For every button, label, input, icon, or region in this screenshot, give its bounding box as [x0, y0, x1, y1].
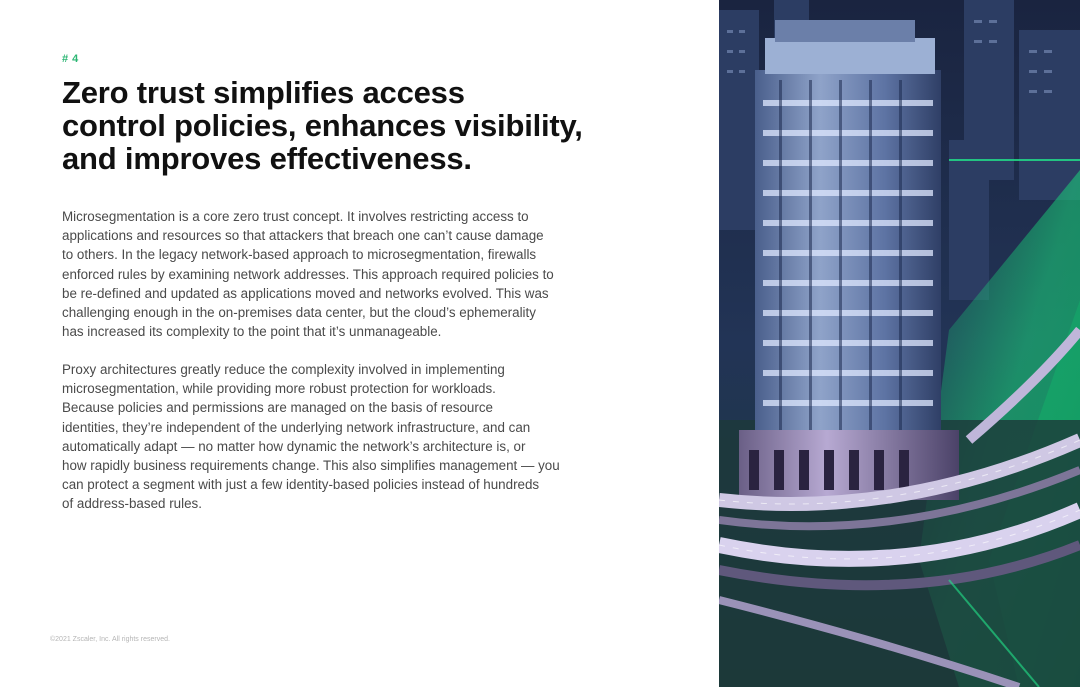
paragraph-line: applications and resources so that attackers that breach one can’t cause damage — [62, 228, 544, 244]
paragraph-microsegmentation — [62, 207, 622, 341]
paragraph-line: how rapidly business requirements change. This also simplifies management — you — [62, 458, 560, 474]
paragraph-line: automatically adapt — no matter how dynamic the network’s architecture is, or — [62, 438, 526, 454]
paragraph-line: to others. In the legacy network-based approach to microsegmentation, firewalls — [62, 247, 537, 263]
paragraph-line: Microsegmentation is a core zero trust concept. It involves restricting access to — [62, 209, 529, 224]
paragraph-line: enforced rules by examining network addresses. This approach required policies to — [62, 266, 554, 282]
paragraph-proxy-architectures — [62, 360, 622, 514]
headline-line: Zero trust simplifies access — [62, 75, 465, 110]
paragraph-line: Proxy architectures greatly reduce the complexity involved in implementing — [62, 362, 505, 377]
section-number: # 4 — [62, 53, 79, 65]
paragraph-line: identities, they’re independent of the underlying network infrastructure, and can — [62, 419, 531, 435]
paragraph-line: of address-based rules. — [62, 496, 202, 512]
paragraph-line: microsegmentation, while providing more robust protection for workloads. — [62, 381, 496, 397]
paragraph-line: be re-defined and updated as applications moved and networks evolved. This was — [62, 285, 549, 301]
headline-line: and improves effectiveness. — [62, 141, 472, 176]
headline-line: control policies, enhances visibility, — [62, 108, 583, 143]
night-city-tower-highway-photo — [719, 0, 1080, 687]
paragraph-line: Because policies and permissions are managed on the basis of resource — [62, 400, 493, 416]
paragraph-line: challenging enough in the on-premises data center, but the cloud’s ephemerality — [62, 305, 536, 321]
footer-copyright: ©2021 Zscaler, Inc. All rights reserved. — [50, 636, 170, 643]
paragraph-line: can protect a segment with just a few identity-based policies instead of hundreds — [62, 477, 540, 493]
paragraph-line: has increased its complexity to the point that it’s unmanageable. — [62, 324, 442, 340]
headline — [62, 76, 662, 175]
